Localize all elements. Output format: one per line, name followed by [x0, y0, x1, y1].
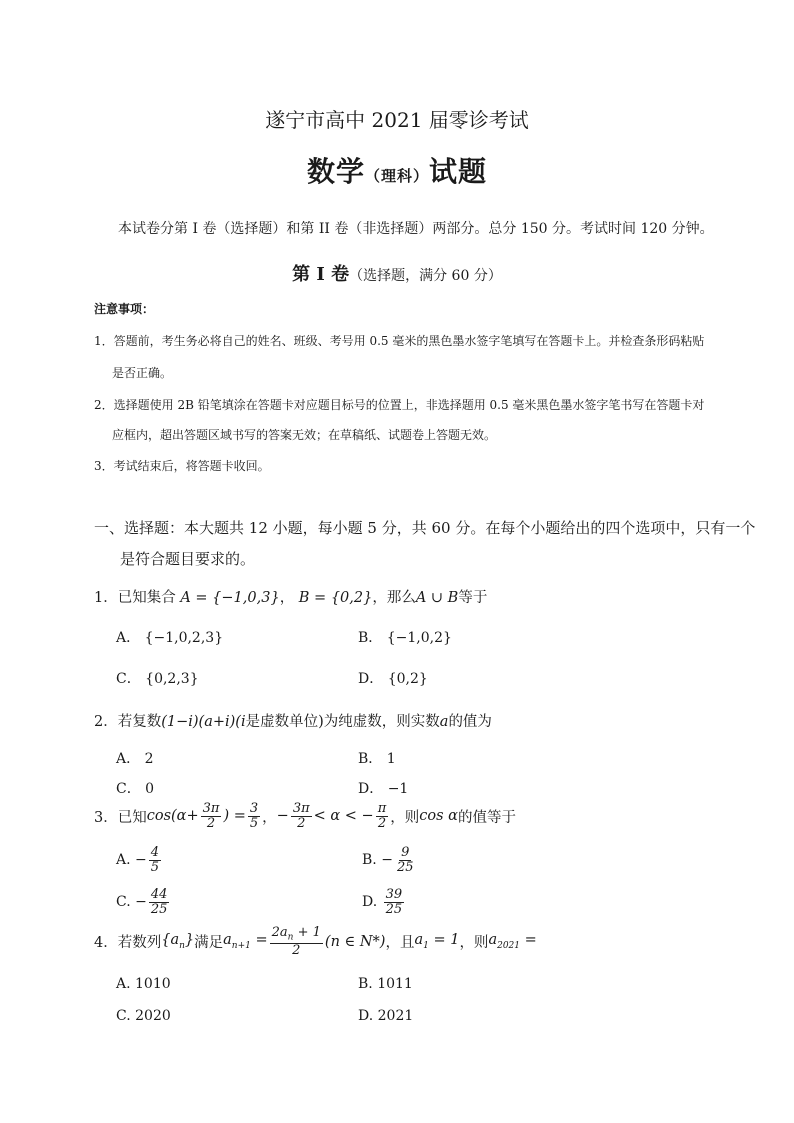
q4-option-b-label: B. [358, 976, 373, 992]
part-title: 第 Ⅰ 卷 [292, 264, 350, 285]
q2-option-b-text: 1 [386, 751, 396, 767]
q4-num-sub: n [287, 932, 294, 943]
q4-option-c-text: 2020 [135, 1008, 171, 1024]
q3-cos-open: cos(α+ [146, 808, 199, 825]
subject-paren: （理科） [364, 167, 429, 185]
q4-num-tail: + 1 [293, 925, 321, 940]
note-1-line-2: 是否正确。 [112, 366, 173, 380]
q4-prefix: 4．若数列 [94, 935, 162, 952]
q4-mid: 满足 [194, 935, 224, 952]
q2-close: ) [318, 714, 324, 730]
q3-eq: ) = [223, 808, 246, 825]
q3-option-c-den: 25 [150, 901, 168, 917]
q3-frac-1-den: 2 [206, 815, 216, 831]
q3-frac-2-num: 3 [249, 801, 259, 816]
q4-frac-den: 2 [292, 943, 301, 959]
q3-option-a-label: A. [116, 852, 131, 869]
q3-option-c [116, 888, 171, 916]
q4-option-a-text: 1010 [135, 976, 171, 992]
subject-main: 数学 [306, 155, 365, 188]
part-heading [0, 260, 794, 286]
q4-target [488, 932, 536, 951]
q1-set-a: A = {−1,0,3} [180, 590, 280, 606]
q3-cosa: cos α [419, 808, 458, 825]
q4-lhs-sub: n+1 [231, 941, 251, 952]
q1-option-d [358, 668, 428, 688]
q4-cond: (n ∈ N*) [324, 933, 386, 950]
q3-option-b-label: B. [362, 852, 377, 869]
q3-frac-2 [248, 802, 260, 830]
q4-lhs [223, 932, 268, 951]
q3-option-d-num: 39 [385, 887, 403, 902]
question-1 [94, 586, 487, 607]
q2-mid: 是虚数单位 [245, 714, 319, 730]
q4-option-a-label: A. [116, 976, 131, 992]
q3-option-b-frac [395, 846, 416, 874]
q2-option-c-label: C． [116, 781, 141, 797]
q4-option-c [116, 1008, 171, 1024]
q3-option-a-frac [149, 846, 161, 874]
q3-option-a-den: 5 [150, 859, 160, 875]
q3-frac-3-num: 3π [292, 801, 310, 816]
q4-option-b [358, 976, 413, 992]
q4-option-d-label: D. [358, 1008, 374, 1024]
q1-option-b [358, 627, 452, 647]
q3-frac-4-den: 2 [377, 815, 387, 831]
q1-option-c [116, 668, 199, 688]
q2-expr: (1−i)(a+i)(i [161, 714, 246, 730]
q3-option-c-label: C. [116, 894, 131, 911]
q1-suffix: 等于 [458, 590, 488, 606]
q1-option-c-text: {0,2,3} [145, 671, 199, 687]
q2-option-a-label: A． [116, 751, 141, 767]
q3-option-a-sign: − [135, 852, 147, 869]
q3-option-c-frac [149, 888, 170, 916]
q3-option-b-den: 25 [396, 859, 414, 875]
q3-option-d-label: D. [362, 894, 378, 911]
q1-option-d-label: D． [358, 671, 384, 687]
question-4 [94, 926, 537, 958]
q3-option-d [362, 888, 406, 916]
q3-option-d-den: 25 [385, 901, 403, 917]
q4-option-c-label: C. [116, 1008, 131, 1024]
q3-frac-2-den: 5 [249, 815, 259, 831]
q3-sep: ， [262, 809, 277, 826]
q1-option-a [116, 627, 223, 647]
q4-frac [270, 926, 323, 958]
q4-a1-a: a [414, 932, 424, 949]
q2-option-c-text: 0 [145, 781, 155, 797]
q4-tail-2: ，则 [459, 935, 489, 952]
q4-num-a: 2a [271, 925, 288, 940]
q3-frac-4-num: π [377, 801, 387, 816]
q3-option-b-num: 9 [401, 845, 410, 860]
note-1-line-1: 1．答题前，考生务必将自己的姓名、班级、考号用 0.5 毫米的黑色墨水签字笔填写在答题卡上。并检查条形码粘贴 [94, 334, 705, 348]
q4-eq: = [250, 932, 268, 949]
q3-option-b [362, 846, 417, 874]
q2-option-a-text: 2 [144, 751, 154, 767]
q4-a1-val: = 1 [428, 932, 460, 949]
q4-seq-close: } [184, 932, 195, 949]
q2-var: a [439, 714, 449, 730]
q4-seq [161, 932, 194, 951]
q4-seq-sub: n [179, 941, 185, 952]
q4-target-eq: = [520, 932, 537, 949]
q4-a1 [414, 932, 459, 951]
q2-tail-1: 为纯虚数，则实数 [323, 714, 440, 730]
q2-option-a [116, 748, 154, 768]
q1-option-a-text: {−1,0,2,3} [144, 630, 224, 646]
q2-option-d-text: −1 [387, 781, 409, 797]
exam-intro: 本试卷分第 I 卷（选择题）和第 II 卷（非选择题）两部分。总分 150 分。考试时间 120 分钟。 [118, 221, 714, 237]
subject-tail: 试题 [429, 155, 488, 188]
q1-mid: ，那么 [372, 590, 416, 606]
section-1-line-1: 一、选择题：本大题共 12 小题，每小题 5 分，共 60 分。在每个小题给出的四个选项中，只有一个 [94, 519, 756, 537]
q4-lhs-a: a [223, 932, 232, 949]
q1-prefix: 1．已知集合 [94, 590, 176, 606]
q1-option-d-text: {0,2} [387, 671, 428, 687]
q3-option-a-num: 4 [150, 845, 160, 860]
part-subtitle: （选择题，满分 60 分） [349, 268, 502, 284]
q1-expr: A ∪ B [415, 590, 459, 606]
q2-tail-2: 的值为 [448, 714, 492, 730]
q4-option-a [116, 976, 171, 992]
q4-option-d [358, 1008, 413, 1024]
q3-option-c-num: 44 [150, 887, 168, 902]
subject-title [0, 150, 794, 190]
q3-option-c-sign: − [135, 894, 147, 911]
q3-frac-1 [201, 802, 222, 830]
q1-sep: ， [279, 590, 295, 606]
q2-option-c [116, 778, 154, 798]
q2-option-d-label: D． [358, 781, 384, 797]
exam-title: 遂宁市高中 2021 届零诊考试 [265, 108, 529, 132]
q1-option-b-label: B． [358, 630, 383, 646]
q1-option-b-text: {−1,0,2} [386, 630, 452, 646]
question-2 [94, 710, 492, 731]
q2-prefix: 2．若复数 [94, 714, 162, 730]
q3-option-a [116, 846, 163, 874]
q2-option-b [358, 748, 396, 768]
q3-frac-3 [291, 802, 312, 830]
q4-option-d-text: 2021 [377, 1008, 414, 1024]
q1-option-a-label: A． [116, 630, 141, 646]
notes-heading: 注意事项： [94, 302, 155, 316]
q3-frac-3-den: 2 [297, 815, 306, 831]
q3-option-b-sign: − [381, 852, 393, 869]
q3-option-d-frac [384, 888, 405, 916]
q3-frac-4 [376, 802, 389, 830]
note-2-line-1: 2．选择题使用 2B 铅笔填涂在答题卡对应题目标号的位置上，非选择题用 0.5 毫米黑色墨水签字笔书写在答题卡对 [94, 398, 705, 412]
q4-seq-open: {a [161, 932, 180, 949]
note-2-line-2: 应框内，超出答题区域书写的答案无效；在草稿纸、试题卷上答题无效。 [112, 428, 497, 442]
q3-prefix: 3．已知 [94, 809, 147, 826]
q4-tail-1: ，且 [385, 935, 415, 952]
q3-frac-1-num: 3π [202, 801, 220, 816]
q3-neg: − [276, 808, 289, 825]
q4-target-sub: 2021 [497, 941, 520, 952]
q2-option-b-label: B． [358, 751, 383, 767]
q3-tail-1: ，则 [390, 809, 420, 826]
section-1-line-2: 是符合题目要求的。 [120, 550, 256, 568]
q1-set-b: B = {0,2} [298, 590, 373, 606]
q1-option-c-label: C． [116, 671, 141, 687]
q4-target-a: a [488, 932, 498, 949]
q3-tail-2: 的值等于 [457, 809, 516, 826]
q4-frac-num [270, 926, 323, 944]
q2-option-d [358, 778, 408, 798]
note-3: 3．考试结束后，将答题卡收回。 [94, 459, 270, 473]
q4-a1-sub: 1 [423, 941, 429, 952]
question-3 [94, 802, 516, 830]
q4-option-b-text: 1011 [377, 976, 413, 992]
q3-lt: < α < − [313, 808, 374, 825]
